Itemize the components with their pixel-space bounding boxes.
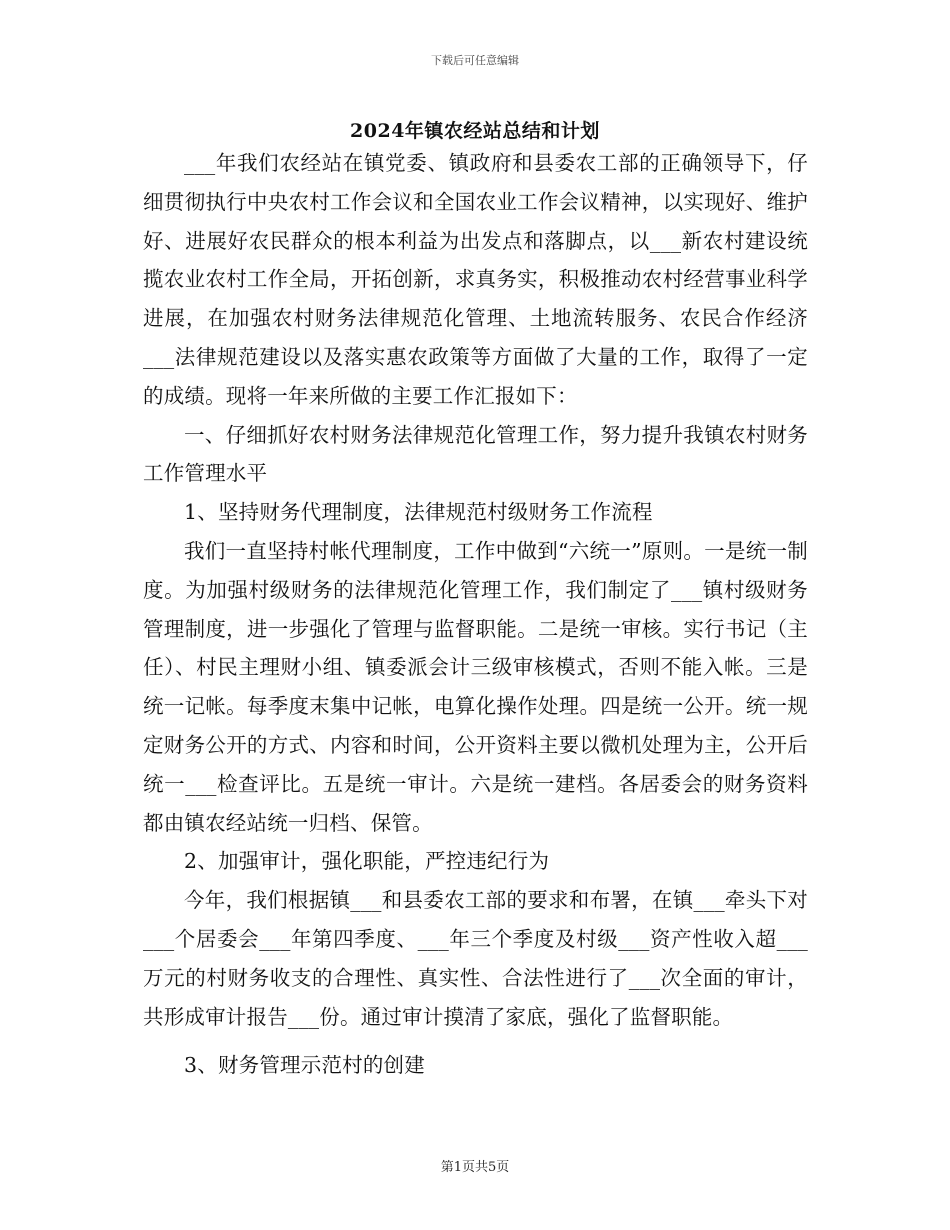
paragraph-audit: 今年，我们根据镇___和县委农工部的要求和布署，在镇___牵头下对___个居委会___年第四季度、___年三个季度及村级___资产性收入超___万元的村财务收支的合理性、真实性、合法性进行了___次全面的审计，共形成审计报告___份。通过审计摸清了家底，强化了监督职能。 (143, 888, 808, 1029)
page-footer: 第1页共5页 (440, 1160, 510, 1175)
section-heading-1: 一、仔细抓好农村财务法律规范化管理工作，努力提升我镇农村财务工作管理水平 (143, 422, 808, 486)
subheading-2: 2、加强审计，强化职能，严控违纪行为 (184, 849, 550, 874)
subheading-1: 1、坚持财务代理制度，法律规范村级财务工作流程 (184, 500, 653, 525)
paragraph-accounting: 我们一直坚持村帐代理制度，工作中做到“六统一”原则。一是统一制度。为加强村级财务的法律规范化管理工作，我们制定了___镇村级财务管理制度，进一步强化了管理与监督职能。二是统一审核。实行书记（主任）、村民主理财小组、镇委派会计三级审核模式，否则不能入帐。三是统一记帐。每季度末集中记帐，电算化操作处理。四是统一公开。统一规定财务公开的方式、内容和时间，公开资料主要以微机处理为主，公开后统一___检查评比。五是统一审计。六是统一建档。各居委会的财务资料都由镇农经站统一归档、保管。 (143, 538, 808, 835)
paragraph-intro: ___年我们农经站在镇党委、镇政府和县委农工部的正确领导下，仔细贯彻执行中央农村工作会议和全国农业工作会议精神，以实现好、维护好、进展好农民群众的根本利益为出发点和落脚点，以___新农村建设统揽农业农村工作全局，开拓创新，求真务实，积极推动农村经营事业科学进展，在加强农村财务法律规范化管理、土地流转服务、农民合作经济___法律规范建设以及落实惠农政策等方面做了大量的工作，取得了一定的成绩。现将一年来所做的主要工作汇报如下： (143, 151, 808, 408)
document-body (143, 144, 808, 1085)
subheading-3: 3、财务管理示范村的创建 (184, 1053, 425, 1078)
page-header: 下载后可任意编辑 (431, 54, 519, 67)
document-title: 2024年镇农经站总结和计划 (350, 120, 600, 142)
